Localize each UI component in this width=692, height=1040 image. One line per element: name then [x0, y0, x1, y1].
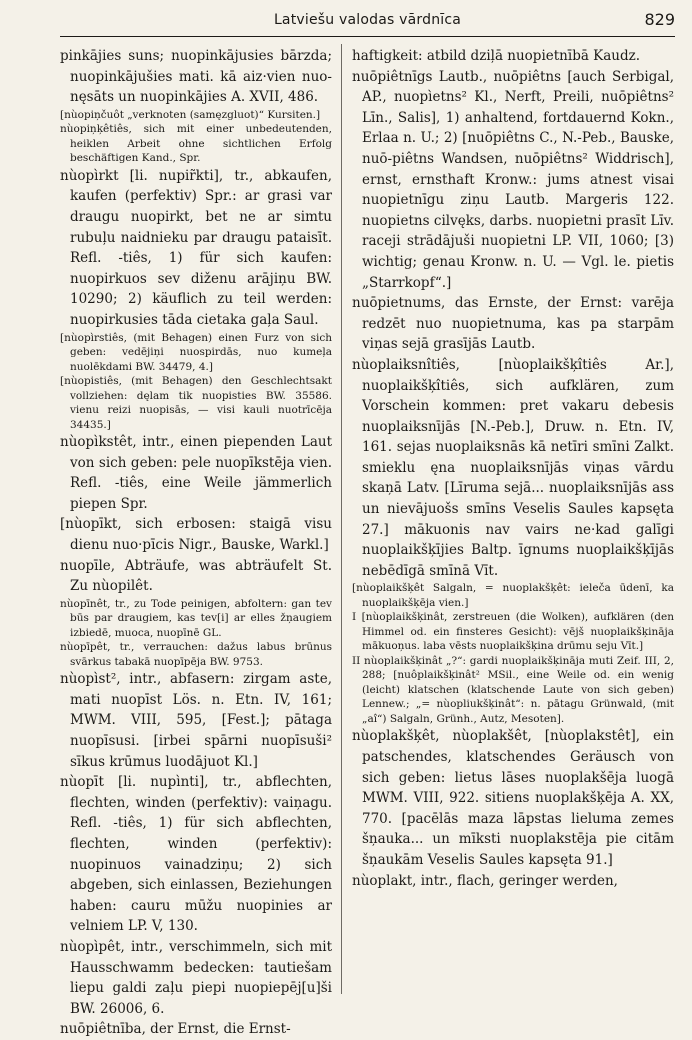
running-title: Latviešu valodas vārdnīca [273, 12, 462, 28]
page-header [60, 8, 675, 34]
dictionary-entry: nùopīt [li. nupìnti], tr., abflechten, flechten, winden (perfektiv): vaiņagu. Refl. -tiês, 1) für sich abflechten, flechten, winden (perfektiv): nuopinuos vainadziņu; 2) sich abgeben, sich einlassen, Beziehungen haben: cauru mūžu nuopinies ar velniem LP. V, 130. [60, 774, 332, 935]
right-column [352, 46, 674, 891]
dictionary-entry: nùoplaiksnîtiês, [nùoplaikšķîtiês Ar.], nuoplaikšķîtiês, sich aufklären, zum Vorschein kommen: pret vakaru debesis nuoplaiksnījās [N.-Peb.], Druw. n. Etn. IV, 161. sejas nuoplaiksnās kā netīri smīni Zalkt. smieklu ęna nuoplaiksnījās viņas vārdu skaņā Latv. [Līruma sejā... nuoplaiksnījās ass un nievājuošs smīns Veselis Saules kapsęta 27.] mākuonis nav vairs ne·kad galīgi nuoplaikšķījies Baltp. īgnums nuoplaikšķījās nebēdīgā smīnā Vīt. [352, 356, 674, 579]
page-number: 829 [644, 10, 675, 29]
dictionary-entry: haftigkeit: atbild dziļā nuopietnībā Kaudz. [352, 48, 641, 64]
dictionary-entry: nùoplakšķêt, nùoplakšêt, [nùoplakstêt], ein patschendes, klatschendes Geräusch von sich geben: lietus lāses nuoplakšēja luogā MWM. VIII, 922. sitiens nuoplakšķēja A. XX, 770. [pacēlās maza lāpstas lieluma zemes šņauka... un mīksti nuoplakstēja pie citām šņaukām Veselis Saules kapsęta 91.] [352, 728, 674, 868]
dictionary-entry: [nùopìrstiês, (mit Behagen) einen Furz von sich geben: vedējiņi nuospirdās, nuo kumeļa nuolēkdami BW. 34479, 4.] [60, 331, 332, 373]
dictionary-entry: II nùoplaikšķinât „?“: gardi nuoplaikšķināja muti Zeif. III, 2, 288; [nuôplaikšķinât² MSil., eine Weile od. ein wenig (leicht) klatschen (klatschende Laute von sich geben) Lennew.; „= nùopliukšķinât“: n. pātagu Grünwald, (mit „aî“) Salgaln, Grünh., Autz, Mesoten]. [352, 654, 674, 725]
dictionary-entry: pinkājies suns; nuopinkājusies bārzda; nuopinkājušies mati. kā aiz·vien nuo-nęsāts un nuopinkājies A. XVII, 486. [60, 48, 332, 106]
dictionary-entry: nùopīpêt, tr., verrauchen: dažus labus brūnus svārkus tabakā nuopīpēja BW. 9753. [60, 641, 332, 668]
left-column [60, 46, 332, 1040]
dictionary-entry: [nùopistiês, (mit Behagen) den Geschlechtsakt vollziehen: dęlam tik nuopisties BW. 35586. vienu reizi nuopisās, — visi kauli nuotrīcēja 34435.] [60, 375, 332, 431]
dictionary-entry: nùopìpêt, intr., verschimmeln, sich mit Hausschwamm bedecken: tautiešam liepu galdi zaļu piepi nuopiepēj[u]ši BW. 26006, 6. [60, 939, 332, 1017]
dictionary-entry: nùopìkstêt, intr., einen piependen Laut von sich geben: pele nuopīkstēja vien. Refl. -tiês, eine Weile jämmerlich piepen Spr. [60, 434, 332, 512]
dictionary-entry: [nùopiņčuôt „verknoten (samęzgluot)“ Kursiten.] [60, 108, 321, 121]
dictionary-entry: nuopīle, Abträufe, was abträufelt St. Zu nùopilêt. [60, 557, 332, 595]
dictionary-entry: nùopiņķêtiês, sich mit einer unbedeutenden, heiklen Arbeit ohne sichtlichen Erfolg beschäftigen Kand., Spr. [60, 123, 332, 165]
dictionary-entry: nuōpiêtnība, der Ernst, die Ernst- [60, 1021, 291, 1038]
dictionary-entry: I [nùoplaikšķinât, zerstreuen (die Wolken), aufklären (den Himmel od. ein finsteres Gesicht): vējš nuoplaikšķināja mākuoņus. laba vēsts nuoplaikšķina drūmu seju Vīt.] [352, 611, 674, 653]
dictionary-entry: nuōpietnums, das Ernste, der Ernst: varēja redzēt nuo nuopietnuma, kas pa starpām viņas sejā grasījās Lautb. [352, 295, 674, 353]
header-rule [60, 36, 675, 37]
dictionary-entry: nùopìst², intr., abfasern: zirgam aste, mati nuopīst Lös. n. Etn. IV, 161; MWM. VIII, 595, [Fest.]; pātaga nuopīsusi. [irbei spārni nuopīsuši² sīkus krūmus luodājuot Kl.] [60, 671, 332, 770]
dictionary-entry: nùopìrkt [li. nupir̃kti], tr., abkaufen, kaufen (perfektiv) Spr.: ar grasi var draugu nuopirkt, bet ne ar simtu rubuļu naidnieku par draugu pataisīt. Refl. -tiês, 1) für sich kaufen: nuopirkuos sev diženu arājiņu BW. 10290; 2) käuflich zu teil werden: nuopirkusies tāda cietaka gaļa Saul. [60, 167, 332, 328]
dictionary-entry: nuōpiêtnīgs Lautb., nuōpiêtns [auch Serbigal, AP., nuopìetns² Kl., Nerft, Preili, nuōpiêtns² Līn., Salis], 1) anhaltend, fortdauernd Kokn., Erlaa n. U.; 2) [nuōpiêtns C., N.-Peb., Bauske, nuō-piêtns Wandsen, nuōpiêtns² Widdrisch], ernst, ernsthaft Kronw.: jums atnest visai nuopietnīgu ziņu Lautb. Margeris 122. nuopietns cilvęks, darbs. nuopietni prasīt Līv. raceji strādājuši nuopietni LP. VII, 1060; [3) wichtig; genau Kronw. n. U. — Vgl. le. pietis „Starrkopf“.] [352, 68, 674, 291]
dictionary-entry: nùopīnêt, tr., zu Tode peinigen, abfoltern: gan tev būs par draugiem, kas tev[i] ar elles žņaugiem izbiedē, muoca, nuopīnē GL. [60, 597, 332, 639]
dictionary-entry: [nùoplaikšķêt Salgaln, = nuoplakšķêt: ieleča ūdenī, ka nuoplaikšķēja vien.] [352, 582, 674, 609]
column-separator [341, 44, 342, 994]
dictionary-entry: [nùopīkt, sich erbosen: staigā visu dienu nuo·pīcis Nigr., Bauske, Warkl.] [60, 516, 332, 553]
dictionary-entry: nùoplakt, intr., flach, geringer werden, [352, 872, 618, 889]
